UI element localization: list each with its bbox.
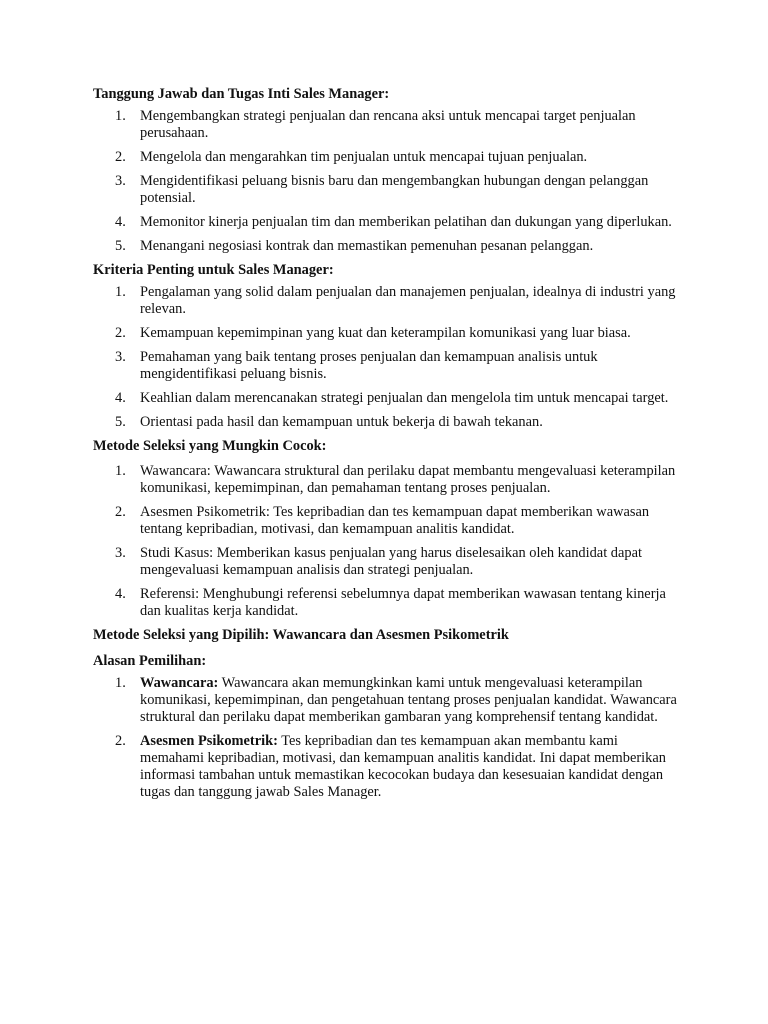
- possible-methods-list: [93, 463, 680, 620]
- list-item: 4. Memonitor kinerja penjualan tim dan memberikan pelatihan dan dukungan yang diperlukan.: [115, 214, 672, 230]
- section-heading-criteria: Kriteria Penting untuk Sales Manager:: [93, 262, 334, 278]
- reason-lead: Wawancara:: [140, 675, 219, 691]
- reasons-list: [93, 675, 680, 801]
- section-heading-chosen-method: Metode Seleksi yang Dipilih: Wawancara dan Asesmen Psikometrik: [93, 627, 509, 643]
- list-item: 5. Menangani negosiasi kontrak dan memastikan pemenuhan pesanan pelanggan.: [115, 238, 594, 254]
- section-heading-reasons: Alasan Pemilihan:: [93, 653, 207, 669]
- list-item: 1. Mengembangkan strategi penjualan dan rencana aksi untuk mencapai target penjualan perusahaan.: [115, 108, 636, 141]
- criteria-list: [93, 284, 680, 431]
- list-item: 5. Orientasi pada hasil dan kemampuan untuk bekerja di bawah tekanan.: [115, 414, 543, 430]
- list-item: 2. Asesmen Psikometrik: Tes kepribadian dan tes kemampuan akan membantu kami memahami kepribadian, motivasi, dan kemampuan analitis kandidat. Ini dapat memberikan informasi tambahan untuk memastikan kecocokan budaya dan kesesuaian kandidat dengan tugas dan tanggung jawab Sales Manager.: [115, 733, 666, 800]
- list-item: 3. Mengidentifikasi peluang bisnis baru dan mengembangkan hubungan dengan pelanggan potensial.: [115, 173, 649, 206]
- list-item: 1. Wawancara: Wawancara struktural dan perilaku dapat membantu mengevaluasi keterampilan komunikasi, kepemimpinan, dan pemahaman tentang proses penjualan.: [115, 463, 676, 496]
- responsibilities-list: [93, 108, 680, 255]
- list-item: 1. Pengalaman yang solid dalam penjualan dan manajemen penjualan, idealnya di industri yang relevan.: [115, 284, 676, 317]
- list-item: 3. Studi Kasus: Memberikan kasus penjualan yang harus diselesaikan oleh kandidat dapat mengevaluasi kemampuan analisis dan strategi penjualan.: [115, 545, 642, 578]
- list-item: 2. Asesmen Psikometrik: Tes kepribadian dan tes kemampuan dapat memberikan wawasan tentang kepribadian, motivasi, dan kemampuan analitis kandidat.: [115, 504, 650, 537]
- section-heading-possible-methods: Metode Seleksi yang Mungkin Cocok:: [93, 438, 327, 454]
- list-item: 4. Keahlian dalam merencanakan strategi penjualan dan mengelola tim untuk mencapai target.: [115, 390, 669, 406]
- list-item: 2. Mengelola dan mengarahkan tim penjualan untuk mencapai tujuan penjualan.: [115, 149, 588, 165]
- list-item: 1. Wawancara: Wawancara akan memungkinkan kami untuk mengevaluasi keterampilan komunikasi, kepemimpinan, dan pengetahuan tentang proses penjualan kandidat. Wawancara struktural dan perilaku dapat memberikan gambaran yang komprehensif tentang kandidat.: [115, 675, 677, 725]
- section-heading-responsibilities: Tanggung Jawab dan Tugas Inti Sales Manager:: [93, 86, 390, 102]
- list-item: 4. Referensi: Menghubungi referensi sebelumnya dapat memberikan wawasan tentang kinerja dan kualitas kerja kandidat.: [115, 586, 666, 619]
- reason-lead: Asesmen Psikometrik:: [140, 733, 278, 749]
- list-item: 2. Kemampuan kepemimpinan yang kuat dan keterampilan komunikasi yang luar biasa.: [115, 325, 631, 341]
- list-item: 3. Pemahaman yang baik tentang proses penjualan dan kemampuan analisis untuk mengidentifikasi peluang bisnis.: [115, 349, 598, 382]
